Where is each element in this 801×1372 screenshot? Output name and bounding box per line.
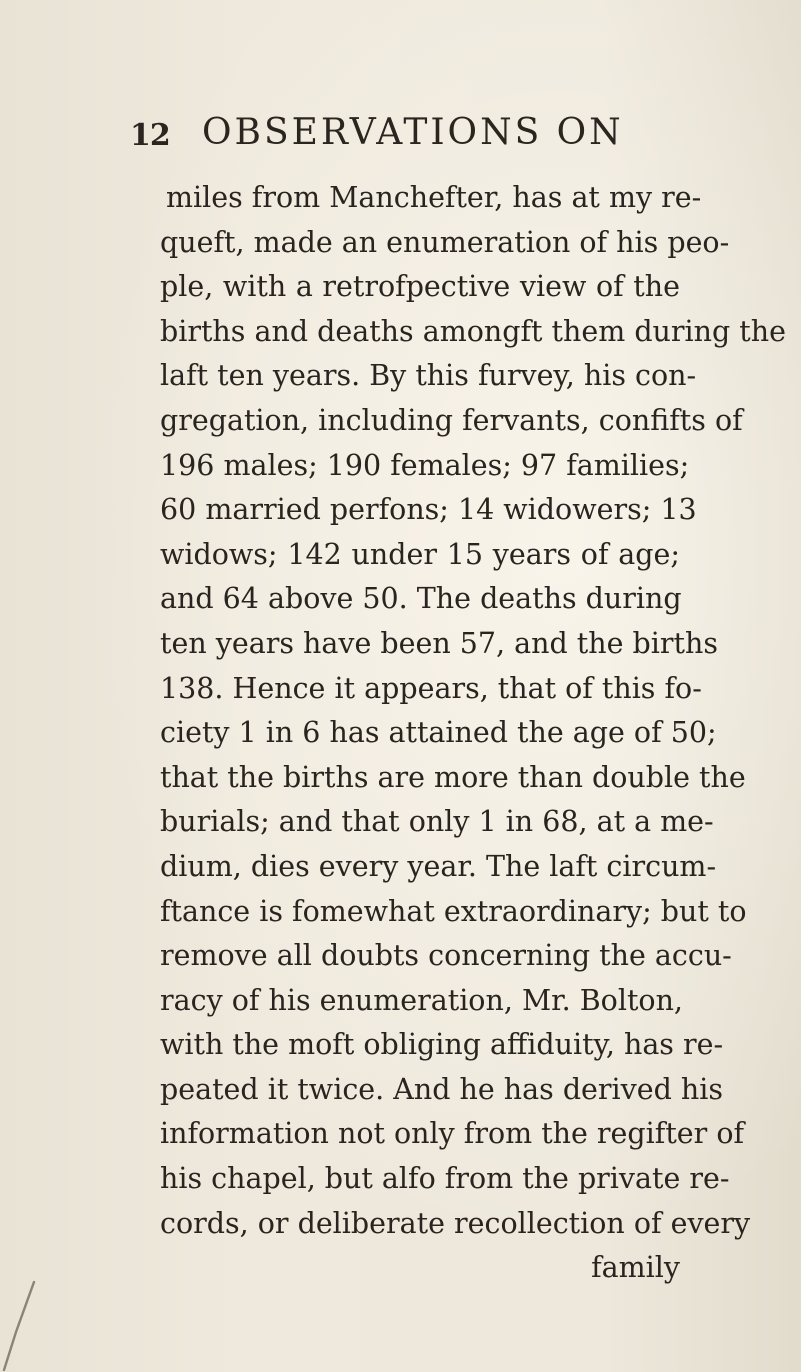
text-line: ftance is fomewhat extraordinary; but to <box>160 894 747 928</box>
text-line: peated it twice. And he has derived his <box>160 1072 724 1106</box>
body-text <box>160 176 786 1291</box>
text-line: 196 males; 190 females; 97 families; <box>160 448 690 482</box>
text-line: remove all doubts concerning the accu- <box>160 939 732 973</box>
pencil-mark <box>0 1280 40 1372</box>
text-line: ple, with a retrofpective view of the <box>160 270 680 304</box>
text-line: ciety 1 in 6 has attained the age of 50; <box>160 716 717 750</box>
running-head-title: OBSERVATIONS ON <box>202 112 624 153</box>
text-line: ten years have been 57, and the births <box>160 626 718 660</box>
text-line: burials; and that only 1 in 68, at a me- <box>160 805 714 839</box>
text-line: that the births are more than double the <box>160 760 746 794</box>
text-line: laft ten years. By this furvey, his con- <box>160 359 697 393</box>
page-number: 12 <box>130 118 170 153</box>
text-line: racy of his enumeration, Mr. Bolton, <box>160 983 683 1017</box>
text-line: widows; 142 under 15 years of age; <box>160 537 680 571</box>
text-line: and 64 above 50. The deaths during <box>160 582 682 616</box>
text-line: gregation, including fervants, confifts of <box>160 403 743 437</box>
text-line: cords, or deliberate recollection of every <box>160 1206 751 1240</box>
text-line: dium, dies every year. The laft circum- <box>160 849 717 883</box>
catchword: family <box>591 1251 680 1285</box>
running-head <box>130 112 650 166</box>
text-line: queft, made an enumeration of his peo- <box>160 225 730 259</box>
text-line: information not only from the regifter of <box>160 1117 745 1151</box>
text-line: 138. Hence it appears, that of this fo- <box>160 671 702 705</box>
text-line: with the moft obliging affiduity, has re- <box>160 1028 724 1062</box>
text-line: miles from Manchefter, has at my re- <box>166 181 702 214</box>
text-line: his chapel, but alfo from the private re- <box>160 1162 730 1196</box>
text-line: 60 married perfons; 14 widowers; 13 <box>160 493 697 527</box>
text-line: births and deaths amongft them during the <box>160 314 786 348</box>
